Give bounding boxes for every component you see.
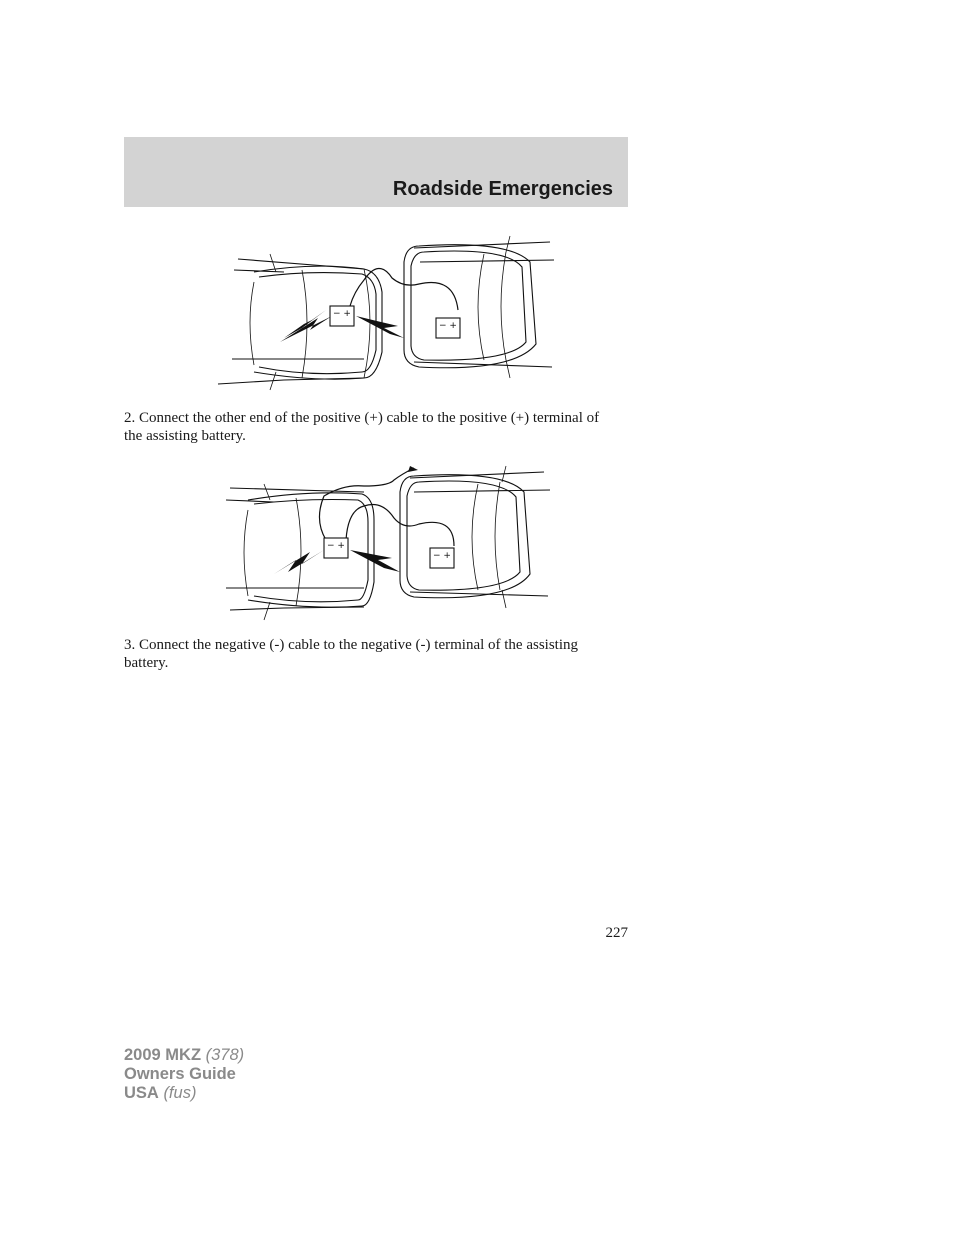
footer-model-code: (378) [205, 1046, 245, 1064]
battery-icon [436, 318, 460, 338]
footer-model: 2009 MKZ [124, 1046, 202, 1064]
page-number: 227 [605, 925, 628, 941]
spark-icon [284, 310, 326, 338]
jump-start-figure-2 [214, 460, 559, 622]
disabled-vehicle [218, 254, 382, 390]
section-header-band [124, 137, 628, 207]
spark-icon [350, 550, 400, 572]
spark-icon [274, 550, 324, 574]
battery-terminal-label: − + [439, 321, 457, 331]
battery-terminal-label: − + [433, 551, 451, 561]
spark-icon [280, 316, 332, 342]
footer-guide: Owners Guide [124, 1065, 236, 1083]
step-3-text: 3. Connect the negative (-) cable to the negative (-) terminal of the assisting battery. [124, 637, 579, 671]
footer-region-code: (fus) [163, 1084, 197, 1102]
battery-icon [324, 538, 348, 558]
section-title: Roadside Emergencies [392, 178, 613, 200]
disabled-vehicle [226, 484, 374, 620]
footer-doc-info [124, 1046, 244, 1103]
assisting-vehicle [404, 236, 554, 378]
battery-terminal-label: − + [327, 541, 345, 551]
footer-region: USA [124, 1084, 159, 1102]
jump-start-positive-cable-icon [214, 232, 559, 394]
assisting-vehicle [400, 466, 550, 608]
step-2-text: 2. Connect the other end of the positive (+) cable to the positive (+) terminal of the assisting battery. [124, 410, 600, 444]
jump-start-negative-cable-icon [214, 460, 559, 622]
battery-icon [430, 548, 454, 568]
battery-terminal-label: − + [333, 309, 351, 319]
spark-icon [356, 316, 404, 338]
jump-start-figure-1 [214, 232, 559, 394]
cable-clamp-icon [408, 466, 418, 472]
battery-icon [330, 306, 354, 326]
